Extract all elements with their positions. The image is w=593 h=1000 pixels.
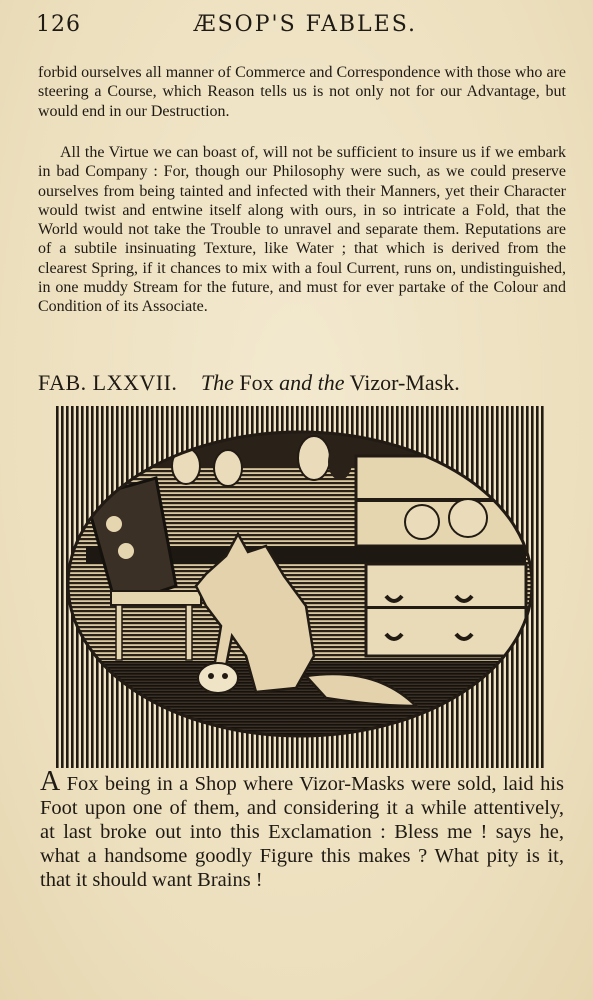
woodcut-illustration [56,406,544,768]
paragraph-commerce: forbid ourselves all manner of Commerce and Correspondence with those who are steering a Course, which Reason tells us is not only not for our Advantage, but would end in our Destruction. [38,64,566,120]
drop-initial: A [40,766,61,797]
fable-title-fox: Fox [239,370,274,395]
fable-title-mask: Vizor-Mask. [349,370,460,395]
fable-number: FAB. LXXVII. [38,370,178,395]
vizor-mask [198,663,238,693]
page-number: 126 [36,12,81,37]
fable-text [40,766,564,892]
fable-heading [38,370,568,396]
fable-title-and-the: and the [279,370,345,395]
running-head [36,12,557,42]
fable-title-the: The [200,370,234,395]
paragraph-virtue: All the Virtue we can boast of, will not be sufficient to insure us if we embark in bad Company : For, though our Philosophy were such, as we could preserve ourselves from being tainted and infected with their Manners, yet their Character would twist and entwine itself along with ours, in so intricate a Fold, that the World would not take the Trouble to unravel and separate them. Reputations are of a subtile insinuating Texture, like Water ; that which is derived from the clearest Spring, if it chances to mix with a foul Current, runs on, undistinguished, in one muddy Stream for the future, and must for ever partake of the Colour and Condition of its Associate. [38,144,566,316]
fable-text-body: Fox being in a Shop where Vizor-Masks were sold, laid his Foot upon one of them, and considering it a while attentively, at last broke out into this Exclamation : Bless me ! says he, what a handsome goodly Figure this makes ? What pity is it, that it should want Brains ! [40,773,564,891]
book-title: ÆSOP'S FABLES. [193,12,417,37]
